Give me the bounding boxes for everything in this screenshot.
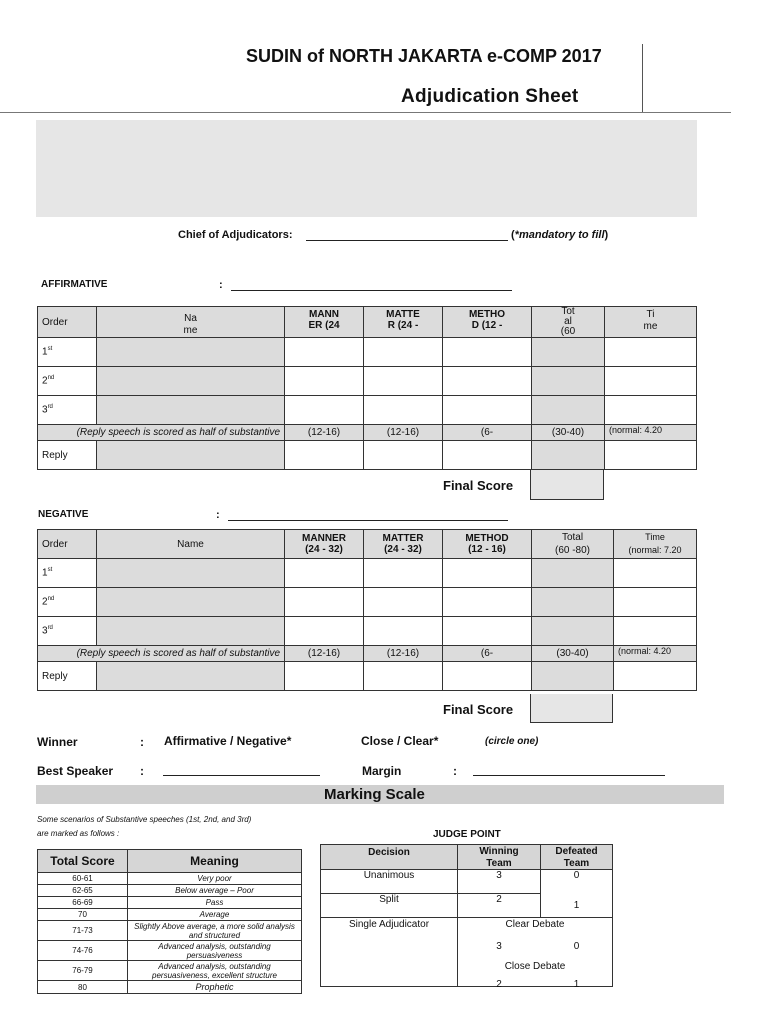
total-header: Total (60 -80)	[532, 530, 614, 559]
table-row	[38, 897, 302, 909]
reply-method-range: (6-	[443, 425, 532, 441]
table-row	[38, 961, 302, 981]
meaning-cell: Pass	[128, 897, 302, 909]
speaker-name-cell[interactable]	[97, 617, 285, 646]
table-row	[38, 921, 302, 941]
time-cell[interactable]	[614, 617, 697, 646]
negative-header-row	[38, 530, 697, 559]
chief-label: Chief of Adjudicators:	[178, 229, 293, 241]
meaning-cell: Average	[128, 909, 302, 921]
margin-colon: :	[453, 764, 457, 778]
order-cell: 1st	[38, 559, 97, 588]
time-cell[interactable]	[605, 367, 697, 396]
close-clear-options[interactable]: Close / Clear*	[361, 734, 439, 748]
affirmative-label: AFFIRMATIVE	[41, 279, 108, 290]
reply-matter-cell[interactable]	[364, 662, 443, 691]
total-score-cell[interactable]	[532, 588, 614, 617]
score-cell: 76-79	[38, 961, 128, 981]
name-header: Name	[97, 530, 285, 559]
meaning-cell: Very poor	[128, 873, 302, 885]
manner-header: MANNER (24 - 32)	[285, 530, 364, 559]
reply-total-range: (30-40)	[532, 646, 614, 662]
meaning-cell: Prophetic	[128, 981, 302, 994]
manner-score-cell[interactable]	[285, 588, 364, 617]
affirmative-reply-note-row	[38, 425, 697, 441]
order-cell: 1st	[38, 338, 97, 367]
time-header: Time (normal: 7.20	[614, 530, 697, 559]
speaker-name-cell[interactable]	[97, 559, 285, 588]
total-score-cell[interactable]	[532, 338, 605, 367]
motion-box	[36, 120, 697, 217]
negative-label: NEGATIVE	[38, 509, 89, 520]
order-cell: 2nd	[38, 588, 97, 617]
defeated-team-header: Defeated Team	[555, 846, 598, 869]
table-row	[38, 873, 302, 885]
affirmative-speaker-row	[38, 396, 697, 425]
total-header: Tot al (60	[532, 307, 605, 338]
meaning-cell: Advanced analysis, outstanding persuasiveness	[128, 941, 302, 961]
matter-score-cell[interactable]	[364, 396, 443, 425]
total-score-header: Total Score	[38, 850, 128, 873]
close-debate-label: Close Debate	[504, 961, 566, 972]
decision-header: Decision	[368, 847, 410, 858]
negative-final-score-label: Final Score	[443, 702, 514, 717]
reply-manner-cell[interactable]	[285, 662, 364, 691]
winner-label: Winner	[37, 735, 78, 749]
marking-scale-intro-line2: are marked as follows :	[37, 829, 120, 838]
meaning-cell: Below average – Poor	[128, 885, 302, 897]
method-score-cell[interactable]	[443, 559, 532, 588]
score-cell: 80	[38, 981, 128, 994]
speaker-name-cell[interactable]	[97, 367, 285, 396]
affirmative-speaker-row	[38, 338, 697, 367]
score-cell: 70	[38, 909, 128, 921]
reply-method-cell[interactable]	[443, 662, 532, 691]
meaning-cell: Advanced analysis, outstanding persuasiveness, excellent structure	[128, 961, 302, 981]
affirmative-table	[37, 306, 697, 470]
single-adjudicator-label: Single Adjudicator	[348, 919, 430, 930]
negative-table	[37, 529, 697, 691]
negative-speaker-row	[38, 559, 697, 588]
affirmative-speaker-row	[38, 367, 697, 396]
name-header: Na me	[97, 307, 285, 338]
judge-point-title: JUDGE POINT	[433, 829, 501, 840]
reply-manner-cell[interactable]	[285, 441, 364, 470]
winner-colon: :	[140, 735, 144, 749]
matter-score-cell[interactable]	[364, 559, 443, 588]
judge-point-table	[320, 844, 613, 990]
time-cell[interactable]	[614, 588, 697, 617]
matter-score-cell[interactable]	[364, 338, 443, 367]
chief-mandatory-note: (*mandatory to fill)	[511, 229, 609, 241]
score-cell: 74-76	[38, 941, 128, 961]
total-score-cell[interactable]	[532, 617, 614, 646]
split-lose: 1	[573, 900, 580, 911]
marking-scale-intro-line1: Some scenarios of Substantive speeches (1st, 2nd, and 3rd)	[37, 815, 252, 824]
reply-name-cell[interactable]	[97, 441, 285, 470]
time-cell[interactable]	[605, 396, 697, 425]
unanimous-win: 3	[496, 870, 502, 881]
method-score-cell[interactable]	[443, 338, 532, 367]
method-score-cell[interactable]	[443, 367, 532, 396]
matter-score-cell[interactable]	[364, 617, 443, 646]
reply-matter-range: (12-16)	[364, 646, 443, 662]
margin-input-line[interactable]	[473, 775, 665, 776]
reply-time-cell[interactable]	[605, 441, 697, 470]
time-cell[interactable]	[614, 559, 697, 588]
reply-label: Reply	[38, 441, 97, 470]
table-row	[38, 981, 302, 994]
score-cell: 71-73	[38, 921, 128, 941]
reply-total-cell[interactable]	[532, 441, 605, 470]
reply-time-normal: (normal: 4.20	[614, 646, 697, 662]
unanimous-label: Unanimous	[363, 870, 415, 881]
split-win: 2	[496, 894, 502, 905]
header-divider-vertical	[642, 44, 643, 112]
clear-debate-label: Clear Debate	[505, 919, 565, 930]
order-header: Order	[38, 530, 97, 559]
reply-label: Reply	[38, 662, 97, 691]
order-header: Order	[38, 307, 97, 338]
reply-time-normal: (normal: 4.20	[605, 425, 697, 441]
marking-scale-title: Marking Scale	[324, 786, 425, 803]
split-row-divider	[321, 917, 612, 918]
matter-score-cell[interactable]	[364, 588, 443, 617]
table-row	[38, 941, 302, 961]
negative-speaker-row	[38, 617, 697, 646]
time-header: Ti me	[605, 307, 697, 338]
table-row	[38, 885, 302, 897]
reply-manner-range: (12-16)	[285, 425, 364, 441]
reply-matter-range: (12-16)	[364, 425, 443, 441]
speaker-name-cell[interactable]	[97, 338, 285, 367]
unanimous-lose: 0	[573, 870, 580, 881]
negative-reply-row	[38, 662, 697, 691]
total-score-cell[interactable]	[532, 559, 614, 588]
method-score-cell[interactable]	[443, 396, 532, 425]
order-cell: 3rd	[38, 396, 97, 425]
score-cell: 60-61	[38, 873, 128, 885]
total-score-cell[interactable]	[532, 396, 605, 425]
order-cell: 3rd	[38, 617, 97, 646]
clear-debate-win: 3	[496, 941, 502, 952]
affirmative-reply-row	[38, 441, 697, 470]
best-speaker-label: Best Speaker	[37, 764, 114, 778]
reply-name-cell[interactable]	[97, 662, 285, 691]
matter-score-cell[interactable]	[364, 367, 443, 396]
marking-scale-table	[37, 849, 302, 994]
reply-matter-cell[interactable]	[364, 441, 443, 470]
manner-score-cell[interactable]	[285, 396, 364, 425]
negative-team-input-line[interactable]	[228, 520, 508, 521]
negative-final-score-box[interactable]	[530, 694, 613, 723]
table-row	[38, 909, 302, 921]
reply-note: (Reply speech is scored as half of substantive	[38, 646, 285, 662]
manner-score-cell[interactable]	[285, 338, 364, 367]
winning-team-header: Winning Team	[479, 846, 519, 869]
total-score-cell[interactable]	[532, 367, 605, 396]
matter-header: MATTER (24 - 32)	[364, 530, 443, 559]
sheet-title: Adjudication Sheet	[401, 86, 579, 107]
reply-method-cell[interactable]	[443, 441, 532, 470]
score-cell: 62-65	[38, 885, 128, 897]
clear-debate-lose: 0	[573, 941, 580, 952]
meaning-header: Meaning	[128, 850, 302, 873]
circle-one-note: (circle one)	[485, 736, 539, 747]
negative-reply-note-row	[38, 646, 697, 662]
speaker-name-cell[interactable]	[97, 588, 285, 617]
affirmative-team-input-line[interactable]	[231, 290, 512, 291]
winner-options[interactable]: Affirmative / Negative*	[164, 734, 292, 748]
header-divider-horizontal	[0, 112, 731, 113]
affirmative-final-score-box[interactable]	[530, 470, 604, 500]
reply-time-cell[interactable]	[614, 662, 697, 691]
meaning-cell: Slightly Above average, a more solid analysis and structured	[128, 921, 302, 941]
method-header: METHOD (12 - 16)	[443, 530, 532, 559]
negative-speaker-row	[38, 588, 697, 617]
method-score-cell[interactable]	[443, 617, 532, 646]
manner-score-cell[interactable]	[285, 617, 364, 646]
chief-input-line[interactable]	[306, 240, 508, 241]
affirmative-colon: :	[219, 279, 223, 291]
reply-note: (Reply speech is scored as half of substantive	[38, 425, 285, 441]
negative-colon: :	[216, 509, 220, 521]
affirmative-final-score-label: Final Score	[443, 478, 514, 493]
reply-method-range: (6-	[443, 646, 532, 662]
order-cell: 2nd	[38, 367, 97, 396]
matter-header: MATTE R (24 -	[364, 307, 443, 338]
marking-scale-header-row	[38, 850, 302, 873]
method-header: METHO D (12 -	[443, 307, 532, 338]
best-speaker-input-line[interactable]	[163, 775, 320, 776]
manner-header: MANN ER (24	[285, 307, 364, 338]
close-debate-win: 2	[496, 979, 502, 990]
reply-total-cell[interactable]	[532, 662, 614, 691]
close-debate-lose: 1	[573, 979, 580, 990]
method-score-cell[interactable]	[443, 588, 532, 617]
affirmative-header-row	[38, 307, 697, 338]
speaker-name-cell[interactable]	[97, 396, 285, 425]
margin-label: Margin	[362, 764, 402, 778]
reply-total-range: (30-40)	[532, 425, 605, 441]
time-cell[interactable]	[605, 338, 697, 367]
reply-manner-range: (12-16)	[285, 646, 364, 662]
manner-score-cell[interactable]	[285, 367, 364, 396]
best-speaker-colon: :	[140, 764, 144, 778]
manner-score-cell[interactable]	[285, 559, 364, 588]
score-cell: 66-69	[38, 897, 128, 909]
split-label: Split	[379, 894, 399, 905]
competition-title: SUDIN of NORTH JAKARTA e-COMP 2017	[246, 46, 602, 66]
